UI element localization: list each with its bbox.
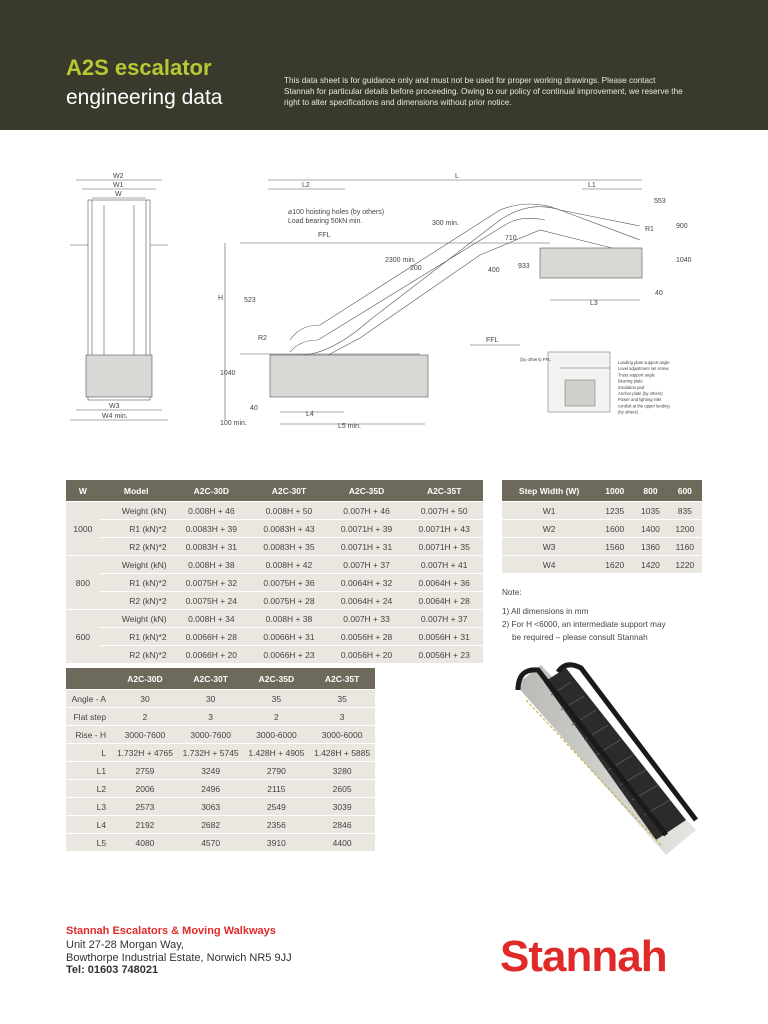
column-header: A2C-30T [250, 480, 328, 502]
table-cell: 1.732H + 5745 [178, 744, 244, 762]
table-cell: 0.008H + 38 [250, 610, 328, 628]
dim-w2: W2 [113, 173, 124, 180]
row-label: R2 (kN)*2 [100, 538, 173, 556]
row-label: Weight (kN) [100, 502, 173, 520]
dim-933: 933 [518, 263, 530, 270]
table-cell: 2 [244, 708, 310, 726]
detail-callout: Insulation pad [618, 384, 645, 390]
table-cell: 30 [112, 690, 178, 708]
dim-l3: L3 [590, 300, 598, 307]
table-cell: 0.0066H + 20 [173, 646, 251, 664]
telephone: Tel: 01603 748021 [66, 964, 159, 976]
row-label: L [66, 744, 112, 762]
table-cell: 0.0075H + 36 [250, 574, 328, 592]
table-cell: 2115 [244, 780, 310, 798]
column-header: A2C-30D [173, 480, 251, 502]
escalator-image [496, 660, 726, 860]
dim-w3: W3 [109, 403, 120, 410]
table-cell: 0.0066H + 23 [250, 646, 328, 664]
ffl-bottom: FFL [486, 337, 499, 344]
table-cell: 0.0083H + 39 [173, 520, 251, 538]
row-label: Weight (kN) [100, 556, 173, 574]
table-cell: 35 [244, 690, 310, 708]
table-cell: 0.007H + 37 [328, 556, 406, 574]
detail-callout: Power and lighting inlet [618, 397, 662, 403]
column-header: 600 [668, 480, 702, 502]
row-label: R1 (kN)*2 [100, 628, 173, 646]
row-label: Weight (kN) [100, 610, 173, 628]
table-row [66, 708, 375, 726]
table-cell: 3000-6000 [244, 726, 310, 744]
table-cell: 0.0083H + 43 [250, 520, 328, 538]
row-label: W3 [502, 538, 596, 556]
table-cell: 1220 [668, 556, 702, 574]
stannah-logo: Stannah [500, 932, 667, 981]
hoist-note-1: ⌀100 hoisting holes (by others) [288, 209, 385, 216]
column-header: W [66, 480, 100, 502]
company-name: Stannah Escalators & Moving Walkways [66, 925, 276, 937]
table-row [66, 556, 483, 574]
row-label: W4 [502, 556, 596, 574]
table-cell: 2192 [112, 816, 178, 834]
table-cell: 0.007H + 46 [328, 502, 406, 520]
row-label: W1 [502, 502, 596, 520]
column-header: Step Width (W) [502, 480, 596, 502]
column-header: A2C-35T [405, 480, 483, 502]
header-banner [0, 0, 768, 130]
width-cell: 800 [66, 556, 100, 610]
table-row [66, 690, 375, 708]
step-width-table [502, 480, 702, 573]
detail-callout: conduit at the upper landing [618, 403, 670, 409]
table-row [66, 726, 375, 744]
table-cell: 2549 [244, 798, 310, 816]
table-cell: 3910 [244, 834, 310, 852]
table-cell: 0.0066H + 31 [250, 628, 328, 646]
detail-callout: Truss support angle [618, 372, 655, 378]
table-row [66, 798, 375, 816]
table-row [66, 610, 483, 628]
note-item: 2) For H <6000, an intermediate support may [502, 620, 666, 629]
dim-w4: W4 min. [102, 413, 128, 420]
row-label: R2 (kN)*2 [100, 646, 173, 664]
column-header [66, 668, 112, 690]
detail-callout: Bearing plate [618, 378, 643, 384]
column-header: A2C-35D [244, 668, 310, 690]
table-cell: 0.007H + 33 [328, 610, 406, 628]
table-cell: 0.0056H + 31 [405, 628, 483, 646]
table-cell: 2790 [244, 762, 310, 780]
row-label: L4 [66, 816, 112, 834]
notes [502, 586, 666, 644]
table-cell: 1200 [668, 520, 702, 538]
table-row [66, 646, 483, 664]
width-cell: 600 [66, 610, 100, 664]
row-label: L5 [66, 834, 112, 852]
dim-h: H [218, 295, 224, 302]
table-cell: 4400 [309, 834, 375, 852]
dim-l2: L2 [302, 182, 310, 189]
table-cell: 3000-6000 [309, 726, 375, 744]
table-cell: 2 [112, 708, 178, 726]
page-title: A2S escalator [66, 55, 212, 80]
table-cell: 0.007H + 41 [405, 556, 483, 574]
table-cell: 2496 [178, 780, 244, 798]
table-row [502, 556, 702, 574]
column-header: A2C-35T [309, 668, 375, 690]
table-row [66, 592, 483, 610]
table-row [66, 834, 375, 852]
table-cell: 0.0071H + 35 [405, 538, 483, 556]
detail-callout: Anchor plate (by others) [618, 391, 663, 396]
table-cell: 3063 [178, 798, 244, 816]
table-row [502, 538, 702, 556]
column-header: 800 [633, 480, 667, 502]
dim-200: 200 [410, 265, 422, 272]
table-cell: 0.007H + 50 [405, 502, 483, 520]
dim-2300: 2300 min. [385, 257, 416, 264]
address-line-2: Bowthorpe Industrial Estate, Norwich NR5 9JJ [66, 952, 292, 964]
table-cell: 30 [178, 690, 244, 708]
table-cell: 2846 [309, 816, 375, 834]
table-row [66, 762, 375, 780]
table-cell: 1.732H + 4765 [112, 744, 178, 762]
table-cell: 0.0075H + 24 [173, 592, 251, 610]
table-cell: 0.0075H + 28 [250, 592, 328, 610]
dim-553: 553 [654, 198, 666, 205]
detail-callout: (by others) [618, 409, 639, 415]
dim-523: 523 [244, 297, 256, 304]
table-cell: 0.0083H + 31 [173, 538, 251, 556]
table-cell: 2605 [309, 780, 375, 798]
table-cell: 1620 [596, 556, 633, 574]
dim-r2: R2 [258, 335, 267, 342]
table-cell: 0.008H + 50 [250, 502, 328, 520]
dim-40-right: 40 [655, 290, 663, 297]
hoist-note-2: Load bearing 50kN min. [288, 218, 363, 225]
table-cell: 0.0066H + 28 [173, 628, 251, 646]
table-cell: 0.0064H + 28 [405, 592, 483, 610]
row-label: R2 (kN)*2 [100, 592, 173, 610]
note-item: 1) All dimensions in mm [502, 607, 589, 616]
table-cell: 0.0064H + 36 [405, 574, 483, 592]
table-row [66, 628, 483, 646]
table-cell: 835 [668, 502, 702, 520]
table-cell: 2759 [112, 762, 178, 780]
table-cell: 3000-7600 [178, 726, 244, 744]
table-cell: 1160 [668, 538, 702, 556]
table-cell: 0.0071H + 43 [405, 520, 483, 538]
table-cell: 2006 [112, 780, 178, 798]
table-cell: 1400 [633, 520, 667, 538]
table-cell: 0.0056H + 28 [328, 628, 406, 646]
dim-1040-left: 1040 [220, 370, 236, 377]
disclaimer-text: This data sheet is for guidance only and must not be used for proper working drawings. Please contact Stannah for particular details before proceeding. Owing to our policy of continual improvement, we reserve the right to alter specifications and dimensions without prior notice. [284, 76, 683, 107]
dim-l: L [455, 173, 459, 180]
row-label: L1 [66, 762, 112, 780]
table-cell: 4080 [112, 834, 178, 852]
table-cell: 1360 [633, 538, 667, 556]
column-header: A2C-35D [328, 480, 406, 502]
dim-l4: L4 [306, 411, 314, 418]
column-header: 1000 [596, 480, 633, 502]
row-label: L3 [66, 798, 112, 816]
table-cell: 3000-7600 [112, 726, 178, 744]
table-row [502, 520, 702, 538]
address-line-1: Unit 27-28 Morgan Way, [66, 939, 184, 951]
table-cell: 0.0056H + 20 [328, 646, 406, 664]
dim-1040-right: 1040 [676, 257, 692, 264]
dim-900: 900 [676, 223, 688, 230]
table-row [66, 574, 483, 592]
table-cell: 2682 [178, 816, 244, 834]
table-cell: 1035 [633, 502, 667, 520]
row-label: Flat step [66, 708, 112, 726]
table-cell: 2356 [244, 816, 310, 834]
dim-l5: L5 min. [338, 423, 361, 430]
table-cell: 35 [309, 690, 375, 708]
row-label: W2 [502, 520, 596, 538]
table-cell: 3249 [178, 762, 244, 780]
table-cell: 1600 [596, 520, 633, 538]
table-cell: 0.0083H + 35 [250, 538, 328, 556]
table-cell: 0.008H + 46 [173, 502, 251, 520]
dim-w: W [115, 191, 122, 198]
column-header: Model [100, 480, 173, 502]
table-cell: 1420 [633, 556, 667, 574]
table-cell: 0.0064H + 32 [328, 574, 406, 592]
column-header: A2C-30D [112, 668, 178, 690]
table-cell: 3 [309, 708, 375, 726]
table-cell: 3039 [309, 798, 375, 816]
table-cell: 0.0071H + 39 [328, 520, 406, 538]
page-subtitle: engineering data [66, 86, 223, 109]
table-cell: 0.0071H + 31 [328, 538, 406, 556]
table-cell: 3280 [309, 762, 375, 780]
table-row [66, 538, 483, 556]
table-cell: 2573 [112, 798, 178, 816]
table-cell: 1.428H + 5885 [309, 744, 375, 762]
table-cell: 0.0075H + 32 [173, 574, 251, 592]
table-cell: 0.008H + 38 [173, 556, 251, 574]
reaction-load-table [66, 480, 483, 663]
dim-710: 710 [505, 235, 517, 242]
table-row [66, 744, 375, 762]
table-cell: 0.008H + 34 [173, 610, 251, 628]
dim-40-left: 40 [250, 405, 258, 412]
dim-100: 100 min. [220, 420, 247, 427]
row-label: R1 (kN)*2 [100, 520, 173, 538]
row-label: Angle - A [66, 690, 112, 708]
row-label: R1 (kN)*2 [100, 574, 173, 592]
table-cell: 0.0056H + 23 [405, 646, 483, 664]
table-row [66, 816, 375, 834]
dim-300: 300 min. [432, 220, 459, 227]
ffl-top: FFL [318, 232, 331, 239]
table-cell: 0.007H + 37 [405, 610, 483, 628]
table-row [66, 502, 483, 520]
dim-l1: L1 [588, 182, 596, 189]
dim-400: 400 [488, 267, 500, 274]
dimension-table [66, 668, 375, 851]
width-cell: 1000 [66, 502, 100, 556]
row-label: L2 [66, 780, 112, 798]
dim-r1: R1 [645, 226, 654, 233]
engineering-drawing [0, 140, 768, 440]
detail-callout: Landing plate support angle [618, 360, 670, 365]
table-row [66, 780, 375, 798]
notes-title: Note: [502, 588, 522, 597]
dim-w1: W1 [113, 182, 124, 189]
table-row [66, 520, 483, 538]
table-cell: 3 [178, 708, 244, 726]
row-label: Rise - H [66, 726, 112, 744]
table-cell: 4570 [178, 834, 244, 852]
table-cell: 1560 [596, 538, 633, 556]
table-row [502, 502, 702, 520]
column-header: A2C-30T [178, 668, 244, 690]
detail-callout: Level adjustment set screw [618, 366, 669, 372]
table-cell: 0.008H + 42 [250, 556, 328, 574]
table-cell: 1.428H + 4905 [244, 744, 310, 762]
detail-ffl: (by others) FFL [520, 357, 551, 362]
table-cell: 1235 [596, 502, 633, 520]
table-cell: 0.0064H + 24 [328, 592, 406, 610]
note-item: be required – please consult Stannah [512, 633, 648, 642]
